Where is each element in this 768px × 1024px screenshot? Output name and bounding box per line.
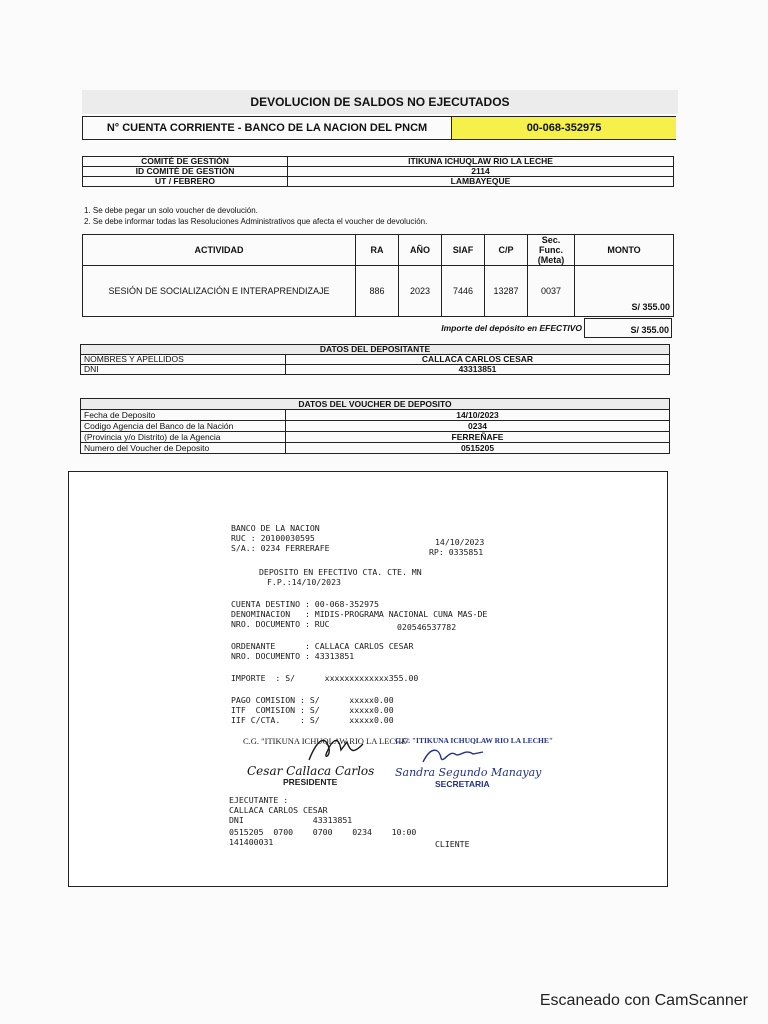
total-value: S/ 355.00: [584, 318, 672, 338]
footer-watermark: Escaneado con CamScanner: [539, 992, 748, 1009]
receipt-rp: RP: 0335851: [429, 547, 484, 557]
voucher-date-label: Fecha de Deposito: [81, 410, 286, 421]
voucher-province-label: (Provincia y/o Distrito) de la Agencia: [81, 432, 286, 443]
signature-left-icon: [303, 730, 373, 766]
voucher-number-value: 0515205: [286, 443, 670, 454]
receipt-executor: EJECUTANTE :: [229, 795, 289, 805]
receipt-ruc: RUC : 20100030595: [231, 533, 315, 543]
cell-siaf: 7446: [442, 266, 485, 317]
receipt-account: CUENTA DESTINO : 00-068-352975: [231, 599, 379, 609]
stamp-right-cg: C.G. "ITIKUNA ICHUQLAW RIO LA LECHE": [395, 736, 554, 745]
stamp-left-name: Cesar Callaca Carlos: [247, 764, 375, 778]
header-cp: C/P: [485, 235, 528, 266]
voucher-number-label: Numero del Voucher de Deposito: [81, 443, 286, 454]
note-1: 1. Se debe pegar un solo voucher de devolución.: [84, 206, 258, 215]
stamp-left-role: PRESIDENTE: [283, 777, 338, 787]
stamp-left-cg: C.G. "ITIKUNA ICHUQLAW RIO LA LECHE": [243, 736, 410, 746]
ut-label: UT / FEBRERO: [83, 177, 288, 187]
receipt-executor-dni: DNI 43313851: [229, 815, 353, 825]
committee-label: COMITÉ DE GESTIÓN: [83, 157, 288, 167]
receipt-ordenante-doc: NRO. DOCUMENTO : 43313851: [231, 651, 355, 661]
depositor-table: [80, 344, 670, 375]
stamp-right-name: Sandra Segundo Manayay: [395, 766, 542, 779]
receipt-agency: S/A.: 0234 FERRERAFE: [231, 543, 330, 553]
ut-value: LAMBAYEQUE: [288, 177, 674, 187]
receipt-bank: BANCO DE LA NACION: [231, 523, 320, 533]
receipt-fp: F.P.:14/10/2023: [267, 577, 341, 587]
voucher-date-value: 14/10/2023: [286, 410, 670, 421]
document-title: DEVOLUCION DE SALDOS NO EJECUTADOS: [82, 90, 678, 114]
receipt-executor-name: CALLACA CARLOS CESAR: [229, 805, 328, 815]
receipt-type: DEPOSITO EN EFECTIVO CTA. CTE. MN: [259, 567, 422, 577]
receipt-denomination: DENOMINACION : MIDIS-PROGRAMA NACIONAL CUNA MAS-DE: [231, 609, 488, 619]
depositor-name-value: CALLACA CARLOS CESAR: [286, 355, 670, 365]
receipt-doc: NRO. DOCUMENTO : RUC: [231, 619, 330, 629]
depositor-dni-label: DNI: [81, 365, 286, 375]
depositor-name-label: NOMBRES Y APELLIDOS: [81, 355, 286, 365]
depositor-dni-value: 43313851: [286, 365, 670, 375]
voucher-data-table: [80, 398, 670, 454]
note-2: 2. Se debe informar todas las Resoluciones Administrativos que afecta el voucher de devolución.: [84, 217, 428, 226]
committee-id-value: 2114: [288, 167, 674, 177]
voucher-province-value: FERREÑAFE: [286, 432, 670, 443]
receipt-amount: IMPORTE : S/ xxxxxxxxxxxxx355.00: [231, 673, 419, 683]
header-ano: AÑO: [399, 235, 442, 266]
header-ra: RA: [356, 235, 399, 266]
committee-table: [82, 156, 674, 187]
voucher-agency-label: Codigo Agencia del Banco de la Nación: [81, 421, 286, 432]
receipt-ordenante: ORDENANTE : CALLACA CARLOS CESAR: [231, 641, 414, 651]
receipt-codes: 0515205 0700 0700 0234 10:00: [229, 827, 417, 837]
depositor-header: DATOS DEL DEPOSITANTE: [81, 345, 670, 355]
voucher-agency-value: 0234: [286, 421, 670, 432]
cell-meta: 0037: [528, 266, 575, 317]
cell-actividad: SESIÓN DE SOCIALIZACIÓN E INTERAPRENDIZAJE: [83, 266, 356, 317]
signature-right-icon: [419, 742, 489, 768]
receipt-date: 14/10/2023: [435, 537, 485, 547]
account-row: [82, 116, 676, 140]
receipt-ruc-number: 020546537782: [397, 622, 457, 632]
account-number: 00-068-352975: [451, 117, 676, 139]
header-actividad: ACTIVIDAD: [83, 235, 356, 266]
cell-cp: 13287: [485, 266, 528, 317]
committee-value: ITIKUNA ICHUQLAW RIO LA LECHE: [288, 157, 674, 167]
account-label: N° CUENTA CORRIENTE - BANCO DE LA NACION DEL PNCM: [106, 122, 428, 134]
activity-table: [82, 234, 674, 317]
receipt-itf: ITF COMISION : S/ xxxxx0.00: [231, 705, 394, 715]
header-sec-func: Sec. Func. (Meta): [528, 235, 575, 266]
voucher-scan: [68, 471, 668, 887]
receipt-operation: 141400031: [229, 837, 274, 847]
receipt-commission: PAGO COMISION : S/ xxxxx0.00: [231, 695, 394, 705]
total-label: Importe del depósito en EFECTIVO: [441, 323, 582, 333]
header-monto: MONTO: [575, 235, 674, 266]
voucher-header: DATOS DEL VOUCHER DE DEPOSITO: [81, 399, 670, 410]
committee-id-label: ID COMITÉ DE GESTIÓN: [83, 167, 288, 177]
cell-ra: 886: [356, 266, 399, 317]
receipt-iif: IIF C/CTA. : S/ xxxxx0.00: [231, 715, 394, 725]
cell-ano: 2023: [399, 266, 442, 317]
header-siaf: SIAF: [442, 235, 485, 266]
receipt-client: CLIENTE: [435, 839, 470, 849]
cell-monto: S/ 355.00: [575, 266, 674, 317]
stamp-right-role: SECRETARIA: [435, 779, 490, 789]
